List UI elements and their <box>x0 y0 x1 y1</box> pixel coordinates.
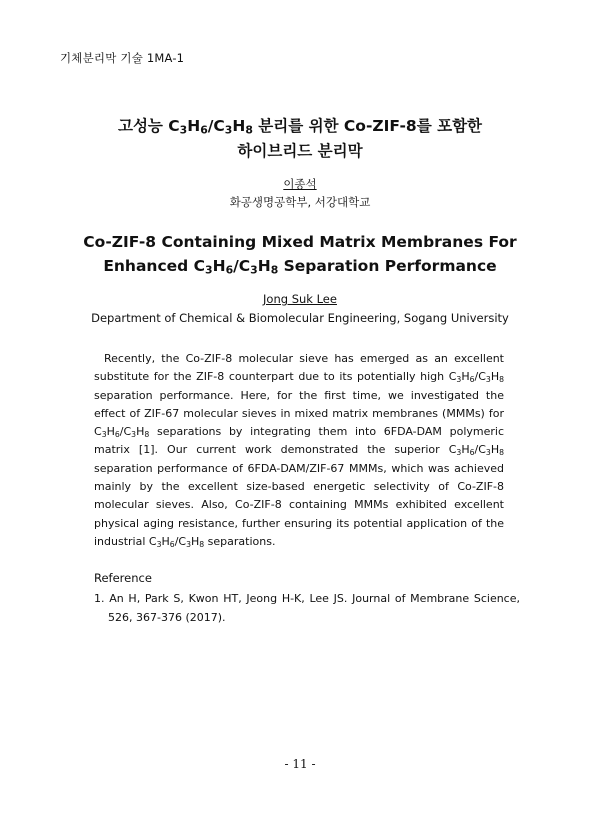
reference-heading: Reference <box>94 571 152 585</box>
reference-item: 1. An H, Park S, Kwon HT, Jeong H-K, Lee JS. Journal of Membrane Science, 526, 367-376 (2017). <box>94 592 520 624</box>
english-affiliation: Department of Chemical & Biomolecular Engineering, Sogang University <box>91 311 509 325</box>
english-title: Co-ZIF-8 Containing Mixed Matrix Membranes For Enhanced $C_3H_6/C_3H_8$ Separation Performance <box>83 233 517 277</box>
korean-affiliation: 화공생명공학부, 서강대학교 <box>229 195 371 209</box>
korean-author: 이종석 <box>283 177 317 191</box>
english-author: Jong Suk Lee <box>263 292 337 306</box>
session-label: 기체분리막 기술 1MA-1 <box>60 51 185 65</box>
korean-title: 고성능 $C_3H_6/C_3H_8$ 분리를 위한 Co-ZIF-8를 포함한 하이브리드 분리막 <box>117 117 483 160</box>
page-number: - 11 - <box>284 757 316 771</box>
abstract-paragraph: Recently, the Co-ZIF-8 molecular sieve has emerged as an excellent substitute for the ZIF-8 counterpart due to its potentially high $C_3H_6/C_3H_8$ separation performance. Here, for the first time, we investigated the effect of ZIF-67 molecular sieves in mixed matrix membranes (MMMs) for $C_3H_6/C_3H_8$ separations by integrating them into 6FDA-DAM polymeric matrix [1]. Our current work demonstrated the superior $C_3H_6/C_3H_8$ separation performance of 6FDA-DAM/ZIF-67 MMMs, which was achieved mainly by the excellent size-based energetic selectivity of Co-ZIF-8 molecular sieves. Also, Co-ZIF-8 containing MMMs exhibited excellent physical aging resistance, further ensuring its potential application of the industrial $C_3H_6/C_3H_8$ separations. <box>94 352 504 549</box>
